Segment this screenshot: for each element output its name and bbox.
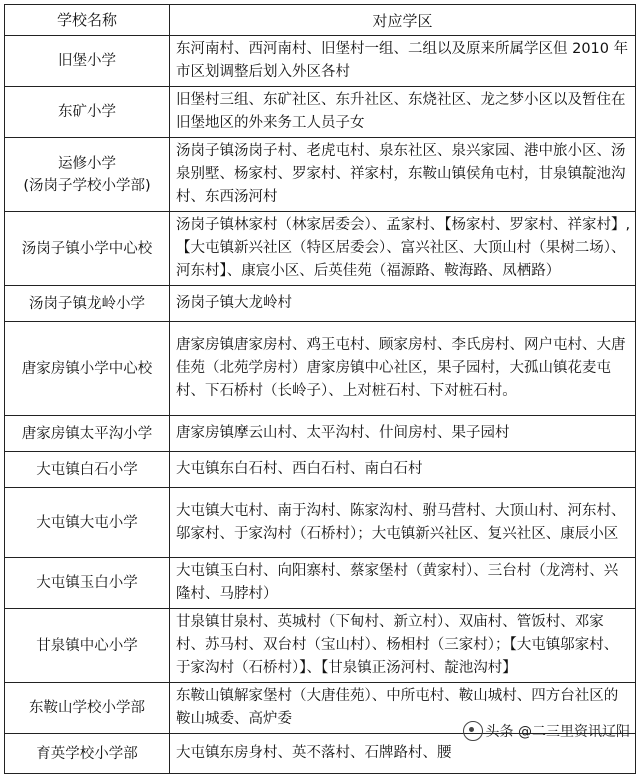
school-name: 唐家房镇小学中心校: [21, 360, 153, 377]
table-row: [5, 558, 636, 609]
school-name-cell: [5, 212, 170, 286]
table-row: [5, 286, 636, 322]
table-row: [5, 452, 636, 488]
table-header-row: [5, 5, 636, 36]
school-name-cell: [5, 683, 170, 734]
table-row: [5, 212, 636, 286]
school-name-cell: [5, 36, 170, 87]
watermark: [463, 721, 630, 741]
school-name-cell: [5, 452, 170, 488]
school-name: 汤岗子镇小学中心校: [21, 240, 153, 257]
header-school-name: 学校名称: [5, 5, 170, 36]
school-name: 运修小学 (汤岗子学校小学部): [23, 155, 151, 194]
district-cell: 大屯镇东白石村、西白石村、南白石村: [170, 452, 636, 488]
district-cell: 甘泉镇甘泉村、英城村（下甸村、新立村）、双庙村、管饭村、邓家村、苏马村、双台村（宝山村）、杨相村（三家村）；【大屯镇邬家村、于家沟村（石桥村）】、【甘泉镇正汤河村、靛池沟村】: [170, 609, 636, 683]
table-row: [5, 609, 636, 683]
watermark-text: 头条 @二三里资讯辽阳: [485, 724, 630, 740]
district-cell: 大屯镇东房身村、英不落村、石牌路村、腰: [170, 734, 636, 774]
header-district: 对应学区: [170, 5, 636, 36]
school-name: 旧堡小学: [58, 53, 116, 69]
district-cell: 旧堡村三组、东矿社区、东升社区、东烧社区、龙之梦小区以及暂住在旧堡地区的外来务工人员子女: [170, 87, 636, 138]
district-cell: 东鞍山镇解家堡村（大唐佳苑）、中所屯村、鞍山城村、四方台社区的鞍山城委、高炉委: [170, 683, 636, 734]
school-name: 东鞍山学校小学部: [29, 700, 145, 716]
school-name: 大屯镇玉白小学: [36, 575, 138, 591]
district-cell: 唐家房镇摩云山村、太平沟村、什间房村、果子园村: [170, 416, 636, 452]
school-name: 东矿小学: [58, 104, 116, 120]
school-name: 育英学校小学部: [36, 745, 138, 762]
school-name-cell: [5, 558, 170, 609]
table-row: [5, 87, 636, 138]
school-name-cell: [5, 734, 170, 774]
table-row: [5, 416, 636, 452]
school-name-cell: [5, 87, 170, 138]
school-name: 甘泉镇中心小学: [36, 637, 138, 654]
district-cell: 东河南村、西河南村、旧堡村一组、二组以及原来所属学区但 2010 年市区划调整后划入外区各村: [170, 36, 636, 87]
table-row: [5, 322, 636, 416]
school-name: 汤岗子镇龙岭小学: [29, 295, 145, 312]
school-name: 唐家房镇太平沟小学: [21, 425, 153, 442]
school-district-table: [4, 4, 636, 774]
school-name: 大屯镇白石小学: [36, 461, 138, 478]
school-name-cell: [5, 609, 170, 683]
district-cell: 大屯镇玉白村、向阳寨村、蔡家堡村（黄家村）、三台村（龙湾村、兴隆村、马脖村）: [170, 558, 636, 609]
circle-logo-icon: [463, 721, 483, 741]
school-name-cell: [5, 416, 170, 452]
school-name-cell: [5, 488, 170, 558]
district-cell: 汤岗子镇林家村（林家居委会）、孟家村、【杨家村、罗家村、祥家村】,【大屯镇新兴社区（特区居委会）、富兴社区、大顶山村（果树二场）、河东村】、康宸小区、后英佳苑（福源路、鞍海路、凤栖路）: [170, 212, 636, 286]
district-cell: 唐家房镇唐家房村、鸡王屯村、顾家房村、李氏房村、网户屯村、大唐佳苑（北苑学房村）唐家房镇中心社区，果子园村，大孤山镇花麦屯村、下石桥村（长岭子）、上对桩石村、下对桩石村。: [170, 322, 636, 416]
school-name: 大屯镇大屯小学: [36, 514, 138, 531]
district-cell: 汤岗子镇大龙岭村: [170, 286, 636, 322]
table-row: [5, 36, 636, 87]
table-row: [5, 488, 636, 558]
table-row: [5, 138, 636, 212]
school-name-cell: [5, 286, 170, 322]
district-cell: 汤岗子镇汤岗子村、老虎屯村、泉东社区、泉兴家园、港中旅小区、汤泉别墅、杨家村、罗家村、祥家村，东鞍山镇侯角屯村，甘泉镇靛池沟村、东西汤河村: [170, 138, 636, 212]
school-name-cell: [5, 322, 170, 416]
district-cell: 大屯镇大屯村、南于沟村、陈家沟村、驸马营村、大顶山村、河东村、邬家村、于家沟村（石桥村）；大屯镇新兴社区、复兴社区、康辰小区: [170, 488, 636, 558]
school-name-cell: [5, 138, 170, 212]
